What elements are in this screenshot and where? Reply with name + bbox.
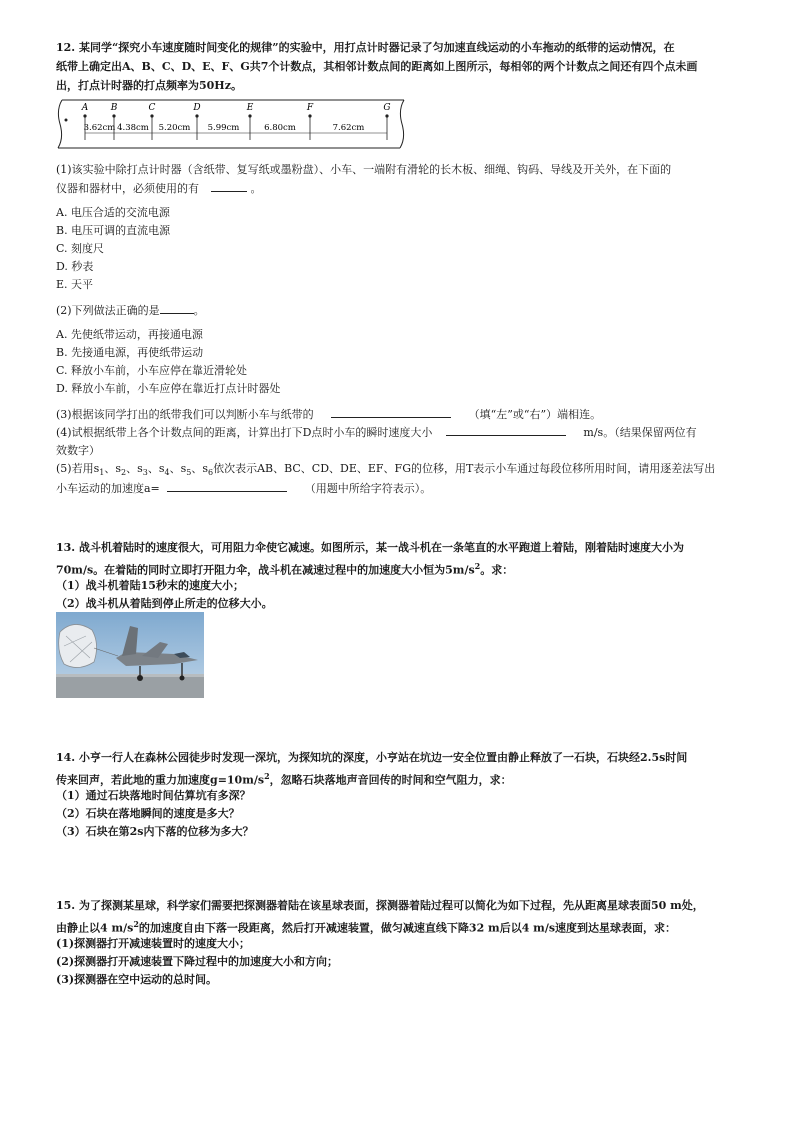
- q12-part5-text-d: （用题中所给字符表示）。: [304, 482, 432, 495]
- sub-2: 2: [120, 468, 127, 478]
- tape-point-label-D: D: [193, 103, 201, 113]
- q12-part4-unit: m/s。（结果保留两位有: [583, 426, 697, 439]
- tape-segment-label: 5.99cm: [207, 123, 240, 133]
- q12-part5-line2: [56, 479, 746, 498]
- q15-sub1: (1)探测器打开减速装置时的速度大小；: [56, 937, 251, 950]
- q12-part5-text-a: (5)若用s: [56, 462, 100, 475]
- tape-point-label-F: F: [306, 103, 314, 113]
- q13-line2-end: 。求：: [480, 563, 514, 577]
- q12-part2-option-a: A. 先使纸带运动，再接通电源: [56, 328, 203, 341]
- q12-part4-answer-blank[interactable]: [446, 424, 566, 436]
- q13-line2-text: 70m/s。在着陆的同时立即打开阻力伞，战斗机在减速过程中的加速度大小恒为5m/s: [56, 563, 475, 577]
- q14-line1: 14. 小亨一行人在森林公园徒步时发现一深坑，为探知坑的深度，小亨站在坑边一安全位置由静止释放了一石块，石块经2.5s时间: [56, 751, 688, 764]
- q14-sub1: （1）通过石块落地时间估算坑有多深？: [56, 789, 251, 802]
- q13-sub2: （2）战斗机从着陆到停止所走的位移大小。: [56, 597, 273, 610]
- q13-sup: 2: [474, 561, 481, 571]
- q14-sup: 2: [264, 771, 270, 781]
- tape-point-label-G: G: [383, 103, 391, 113]
- q14-line2-text: 传来回声，若此地的重力加速度g=10m/s: [56, 773, 265, 787]
- q12-part5-answer-blank[interactable]: [167, 480, 287, 492]
- sub-3: 3: [142, 468, 148, 478]
- q12-part5-line1: (5)若用$s_1$、$s_2$、$s_3$、$s_4$、$s_5$、$s_6$依次表示AB、BC、CD、DE、EF、FG的位移，用T表示小车通过每段位移所用时间，请用逐差法写出: [56, 462, 716, 478]
- q12-part3-text: (3)根据该同学打出的纸带我们可以判断小车与纸带的: [56, 408, 314, 421]
- q12-part3-hint: （填“左”或“右”）端相连。: [468, 408, 602, 421]
- paper-tape-figure: [52, 96, 408, 152]
- q13-line1: 13. 战斗机着陆时的速度很大，可用阻力伞使它减速。如图所示，某一战斗机在一条笔直的水平跑道上着陆，刚着陆时速度大小为: [56, 541, 684, 554]
- q15-sub2: (2)探测器打开减速装置下降过程中的加速度大小和方向；: [56, 955, 339, 968]
- tape-point-label-E: E: [246, 103, 254, 113]
- q12-part2-end: 。: [193, 304, 205, 317]
- q12-part5-text-c: 小车运动的加速度a=: [56, 482, 160, 495]
- tape-start-dot: [65, 119, 68, 122]
- q12-stem-line1: 12. 某同学“探究小车速度随时间变化的规律”的实验中，用打点计时器记录了匀加速直线运动的小车拖动的纸带的运动情况，在: [56, 41, 675, 54]
- tape-segment-label: 6.80cm: [264, 123, 296, 133]
- tape-segment-label: 5.20cm: [158, 123, 191, 133]
- q12-part1-end: 。: [250, 182, 262, 195]
- fighter-jet-photo: [56, 612, 204, 698]
- tape-segment-label: 4.38cm: [117, 123, 149, 133]
- tape-point-label-C: C: [148, 103, 156, 113]
- q12-part1-option-c: C. 刻度尺: [56, 242, 105, 255]
- tape-point-label-A: A: [81, 103, 89, 113]
- q12-part3-answer-blank[interactable]: [331, 406, 451, 418]
- sub-5: 5: [186, 468, 192, 478]
- tape-point-label-B: B: [110, 103, 118, 113]
- q12-stem-line3: 出，打点计时器的打点频率为50Hz。: [56, 79, 242, 92]
- q15-line2-end: 的加速度自由下落一段距离，然后打开减速装置，做匀减速直线下降32 m后以4 m/s速度到达星球表面，求：: [138, 921, 677, 935]
- q12-part2: [56, 301, 746, 320]
- q15-sub3: (3)探测器在空中运动的总时间。: [56, 973, 218, 986]
- q12-part1-option-e: E. 天平: [56, 278, 94, 291]
- sub-4: 4: [164, 468, 170, 478]
- q15-line1: 15. 为了探测某星球，科学家们需要把探测器着陆在该星球表面，探测器着陆过程可以简化为如下过程，先从距离星球表面50 m处，: [56, 899, 704, 912]
- q12-part4-line2: 效数字）: [56, 444, 100, 457]
- q14-sub3: （3）石块在第2s内下落的位移为多大？: [56, 825, 254, 838]
- q12-part1-option-b: B. 电压可调的直流电源: [56, 224, 171, 237]
- q12-part1-line2: [56, 179, 746, 198]
- q12-part2-answer-blank[interactable]: [160, 302, 194, 314]
- q12-part2-option-b: B. 先接通电源，再使纸带运动: [56, 346, 204, 359]
- q12-part4-line1: [56, 423, 746, 442]
- q14-line2-end: ，忽略石块落地声音回传的时间和空气阻力，求：: [269, 773, 512, 787]
- tape-segment-label: 7.62cm: [332, 123, 365, 133]
- sub-6: 6: [207, 468, 214, 478]
- q12-part1-line1: (1)该实验中除打点计时器（含纸带、复写纸或墨粉盘）、小车、一端附有滑轮的长木板、细绳、钩码、导线及开关外，在下面的: [56, 163, 672, 176]
- q12-part4-text: (4)试根据纸带上各个计数点间的距离，计算出打下D点时小车的瞬时速度大小: [56, 426, 433, 439]
- q12-part1-text: 仪器和器材中，必须使用的有: [56, 182, 199, 195]
- q12-part2-option-c: C. 释放小车前，小车应停在靠近滑轮处: [56, 364, 248, 377]
- q15-sup: 2: [133, 919, 139, 929]
- q14-sub2: （2）石块在落地瞬间的速度是多大？: [56, 807, 240, 820]
- q12-part5-text-b: 依次表示AB、BC、CD、DE、EF、FG的位移，用T表示小车通过每段位移所用时间，请用逐差法写出: [213, 462, 716, 475]
- q12-part2-option-d: D. 释放小车前，小车应停在靠近打点计时器处: [56, 382, 281, 395]
- q12-part1-answer-blank[interactable]: [211, 180, 247, 192]
- q12-stem-line2: 纸带上确定出A、B、C、D、E、F、G共7个计数点，其相邻计数点间的距离如上图所示，每相邻的两个计数点之间还有四个点未画: [56, 60, 698, 73]
- q12-part2-text: (2)下列做法正确的是: [56, 304, 160, 317]
- sub-1: 1: [99, 468, 105, 478]
- q13-sub1: （1）战斗机着陆15秒末的速度大小；: [56, 579, 244, 592]
- q12-part1-option-a: A. 电压合适的交流电源: [56, 206, 170, 219]
- q12-part3: [56, 405, 746, 424]
- q12-part1-option-d: D. 秒表: [56, 260, 94, 273]
- q15-line2-text: 由静止以4 m/s: [56, 921, 134, 935]
- tape-segment-label: 3.62cm: [83, 123, 116, 133]
